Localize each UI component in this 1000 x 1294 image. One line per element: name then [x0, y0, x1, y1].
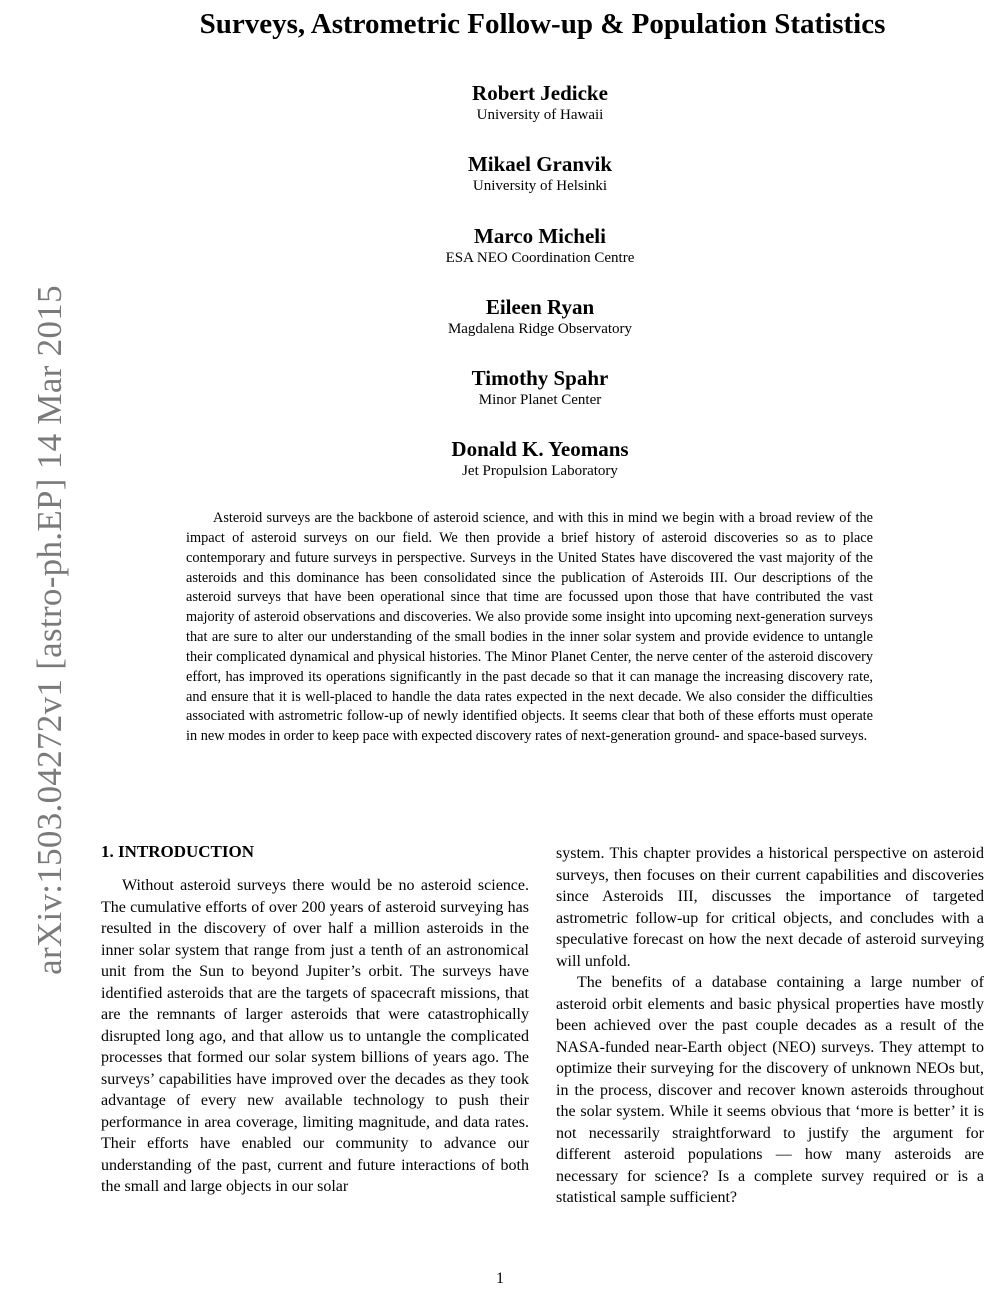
author-block	[340, 80, 740, 151]
author-name: Mikael Granvik	[467, 152, 613, 177]
left-column	[101, 841, 529, 1198]
author-affiliation: Magdalena Ridge Observatory	[447, 320, 633, 337]
author-name: Eileen Ryan	[485, 294, 595, 319]
author-list	[340, 80, 740, 508]
paper-title: Surveys, Astrometric Follow-up & Population Statistics	[199, 8, 886, 40]
author-name: Marco Micheli	[474, 223, 606, 248]
arxiv-identifier: arXiv:1503.04272v1 [astro-ph.EP] 14 Mar 2015	[30, 285, 69, 975]
author-affiliation: University of Helsinki	[472, 178, 608, 195]
author-name: Timothy Spahr	[471, 366, 609, 391]
author-block	[340, 436, 740, 507]
body-paragraph: system. This chapter provides a historical perspective on asteroid surveys, then focuses on their current capabilities and discoveries since Asteroids III, discusses the importance of targeted astrometric follow-up for critical objects, and concludes with a speculative forecast on how the next decade of asteroid surveying will unfold.	[556, 845, 984, 970]
author-affiliation: University of Hawaii	[476, 107, 604, 123]
body-paragraph: The benefits of a database containing a large number of asteroid orbit elements and basic physical properties have mostly been achieved over the past couple decades as a result of the NASA-funded near-Earth object (NEO) surveys. They attempt to optimize their surveying for the discovery of unknown NEOs but, in the process, discover and recover known asteroids throughout the solar system. While it seems obvious that ‘more is better’ it is not necessarily straightforward to justify the argument for different asteroid populations — how many asteroids are necessary for science? Is a complete survey required or is a statistical sample sufficient?	[556, 974, 984, 1206]
author-block	[340, 223, 740, 294]
author-name: Robert Jedicke	[472, 81, 608, 105]
abstract: Asteroid surveys are the backbone of asteroid science, and with this in mind we begin with a broad review of the impact of asteroid surveys on our field. We then provide a brief history of asteroid discoveries so as to place contemporary and future surveys in perspective. Surveys in the United States have discovered the vast majority of the asteroids and this dominance has been consolidated since the publication of Asteroids III. Our descriptions of the asteroid surveys that have been operational since that time are focussed upon those that have contributed the vast majority of asteroid observations and discoveries. We also provide some insight into upcoming next-generation surveys that are sure to alter our understanding of the small bodies in the inner solar system and provide evidence to untangle their complicated dynamical and physical histories. The Minor Planet Center, the nerve center of the asteroid discovery effort, has improved its operations significantly in the past decade so that it can manage the increasing discovery rate, and ensure that it is well-placed to handle the data rates expected in the next decade. We also consider the difficulties associated with astrometric follow-up of newly identified objects. It seems clear that both of these efforts must operate in new modes in order to keep pace with expected discovery rates of next-generation ground- and space-based surveys.	[186, 510, 873, 745]
right-column	[556, 843, 984, 1209]
section-heading: 1. INTRODUCTION	[101, 842, 255, 861]
author-affiliation: ESA NEO Coordination Centre	[445, 249, 635, 266]
body-paragraph: Without asteroid surveys there would be no asteroid science. The cumulative efforts of over 200 years of asteroid surveying has resulted in the discovery of over half a million asteroids in the inner solar system that range from just a tenth of an astronomical unit from the Sun to beyond Jupiter’s orbit. The surveys have identified asteroids that are the targets of spacecraft missions, that are the remnants of larger asteroids that were catastrophically disrupted long ago, and that allow us to untangle the complicated processes that formed our solar system billions of years ago. The surveys’ capabilities have improved over the decades as they took advantage of every new available technology to push their performance in area coverage, limiting magnitude, and data rates. Their efforts have enabled our community to advance our understanding of the past, current and future interactions of both the small and large objects in our solar	[101, 877, 529, 1195]
author-affiliation: Minor Planet Center	[478, 392, 602, 409]
page-number: 1	[496, 1270, 504, 1287]
author-name: Donald K. Yeomans	[451, 437, 629, 462]
author-block	[340, 294, 740, 365]
author-affiliation: Jet Propulsion Laboratory	[462, 463, 618, 480]
author-block	[340, 365, 740, 436]
author-block	[340, 151, 740, 222]
